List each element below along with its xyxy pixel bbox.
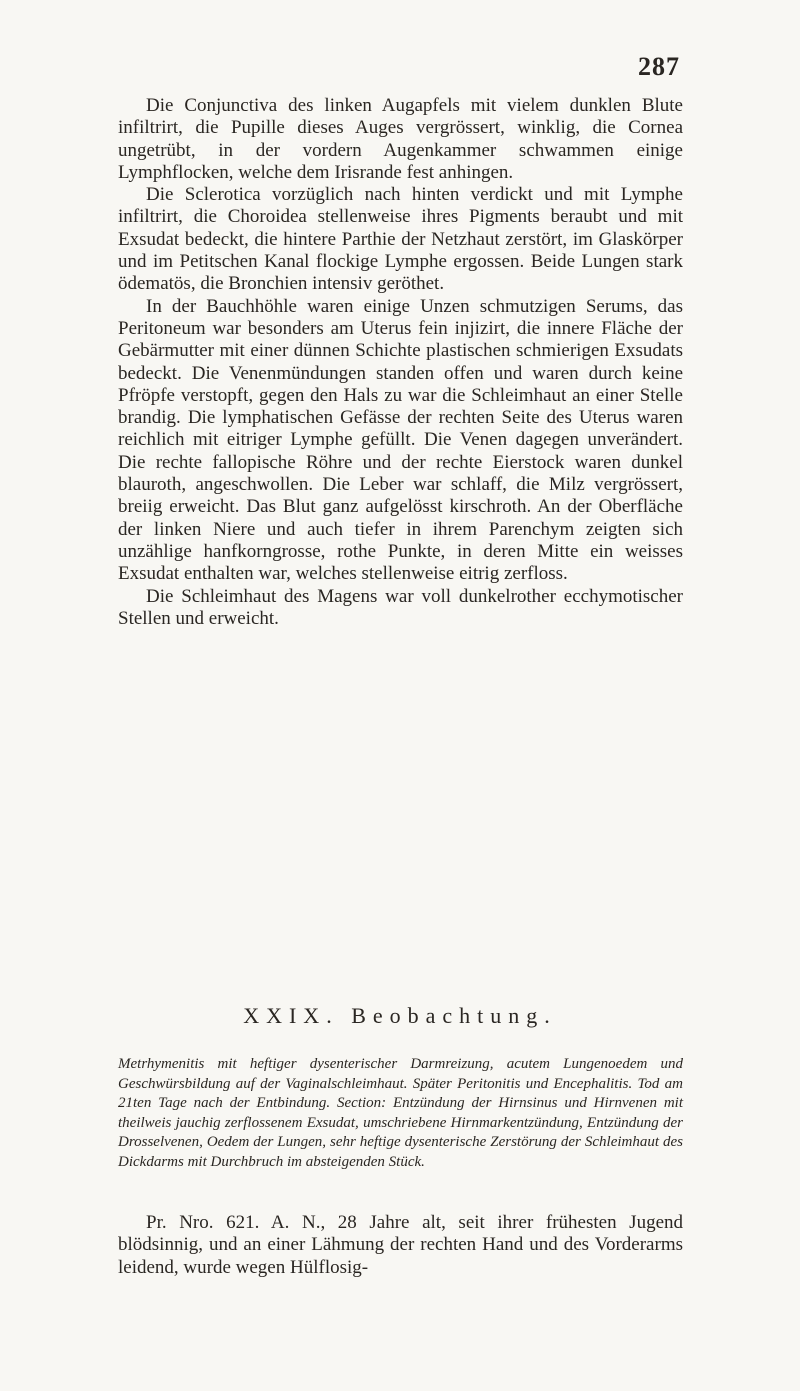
page-number: 287 xyxy=(638,52,680,81)
paragraph-sclerotica: Die Sclerotica vorzüglich nach hinten verdickt und mit Lymphe infiltrirt, die Choroidea stellenweise ihres Pigments beraubt und mit Exsudat bedeckt, die hintere Parthie der Netzhaut zerstört, im Glaskörper und im Petitschen Kanal flockige Lymphe ergossen. Beide Lungen stark ödematös, die Bronchien intensiv geröthet. xyxy=(118,184,683,295)
case-summary: Metrhymenitis mit heftiger dysenterischer Darmreizung, acutem Lungenoedem und Geschwürsbildung auf der Vaginalschleimhaut. Später Peritonitis und Encephalitis. Tod am 21ten Tage nach der Entbindung. Section: Entzündung der Hirnsinus und Hirnvenen mit theilweis jauchig zerflossenem Exsudat, umschriebene Hirnmarkentzündung, Entzündung der Drosselvenen, Oedem der Lungen, sehr heftige dysenterische Zerstörung der Schleimhaut des Dickdarms mit Durchbruch im absteigenden Stück. xyxy=(118,1056,683,1170)
paragraph-magen: Die Schleimhaut des Magens war voll dunkelrother ecchymotischer Stellen und erweicht. xyxy=(118,585,683,629)
paragraph-conjunctiva: Die Conjunctiva des linken Augapfels mit vielem dunklen Blute infiltrirt, die Pupille dieses Auges vergrössert, winklig, die Cornea ungetrübt, in der vordern Augenkammer schwammen einige Lymphflocken, welche dem Irisrande fest anhingen. xyxy=(118,95,683,183)
body-text-bottom xyxy=(118,1212,683,1279)
section-heading: XXIX. Beobachtung. xyxy=(243,1003,557,1028)
body-text-top xyxy=(118,95,683,630)
paragraph-case-intro: Pr. Nro. 621. A. N., 28 Jahre alt, seit ihrer frühesten Jugend blödsinnig, und an einer Lähmung der rechten Hand und des Vorderarms leidend, wurde wegen Hülflosig- xyxy=(118,1212,683,1278)
paragraph-bauchhoehle: In der Bauchhöhle waren einige Unzen schmutzigen Serums, das Peritoneum war besonders am Uterus fein injizirt, die innere Fläche der Gebärmutter mit einer dünnen Schichte plastischen schmierigen Exsudats bedeckt. Die Venenmündungen standen offen und waren durch keine Pfröpfe verstopft, gegen den Hals zu war die Schleimhaut an einer Stelle brandig. Die lymphatischen Gefässe der rechten Seite des Uterus waren reichlich mit eitriger Lymphe gefüllt. Die Venen dagegen unverändert. Die rechte fallopische Röhre und der rechte Eierstock waren dunkel blauroth, angeschwollen. Die Leber war schlaff, die Milz vergrössert, breiig erweicht. Das Blut ganz aufgelösst kirschroth. An der Oberfläche der linken Niere und auch tiefer in ihrem Parenchym zeigten sich unzählige hanfkorngrosse, rothe Punkte, in deren Mitte ein weisses Exsudat enthalten war, welches stellenweise eitrig zerfloss. xyxy=(118,295,683,585)
